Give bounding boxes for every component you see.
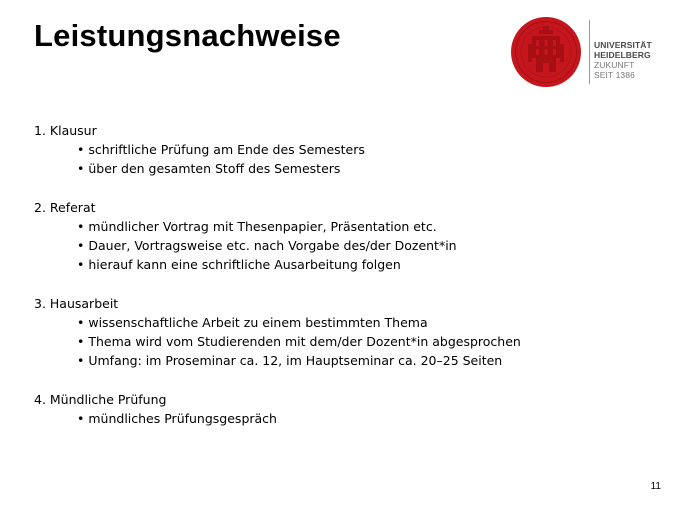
slide-title: Leistungsnachweise xyxy=(34,18,341,53)
slide-content xyxy=(34,121,654,447)
section-heading: 4. Mündliche Prüfung xyxy=(34,391,167,407)
bullet-item: • hierauf kann eine schriftliche Ausarbeitung folgen xyxy=(77,255,654,274)
bullet-item: • wissenschaftliche Arbeit zu einem bestimmten Thema xyxy=(77,313,654,332)
logo-text xyxy=(594,40,652,80)
section-heading: 2. Referat xyxy=(34,199,96,215)
section-klausur xyxy=(34,121,654,179)
section-muendliche-pruefung xyxy=(34,390,654,428)
bullet-list xyxy=(34,313,654,371)
bullet-item: • über den gesamten Stoff des Semesters xyxy=(77,159,654,178)
section-hausarbeit xyxy=(34,294,654,371)
logo-divider xyxy=(589,20,590,84)
bullet-item: • mündliches Prüfungsgespräch xyxy=(77,409,654,428)
section-heading: 3. Hausarbeit xyxy=(34,295,119,311)
page-number: 11 xyxy=(650,481,661,492)
bullet-item: • Dauer, Vortragsweise etc. nach Vorgabe des/der Dozent*in xyxy=(77,236,654,255)
logo-name-line2: HEIDELBERG xyxy=(594,50,651,60)
logo-name-line1: UNIVERSITÄT xyxy=(594,40,652,50)
bullet-list xyxy=(34,140,654,178)
bullet-list xyxy=(34,217,654,275)
logo-claim-line2: SEIT 1386 xyxy=(594,70,635,80)
university-logo xyxy=(510,16,660,88)
bullet-item: • schriftliche Prüfung am Ende des Semesters xyxy=(77,140,654,159)
bullet-item: • Umfang: im Proseminar ca. 12, im Hauptseminar ca. 20–25 Seiten xyxy=(77,351,654,370)
bullet-list xyxy=(34,409,654,428)
section-referat xyxy=(34,198,654,275)
section-heading: 1. Klausur xyxy=(34,123,97,138)
bullet-item: • mündlicher Vortrag mit Thesenpapier, Präsentation etc. xyxy=(77,217,654,236)
bullet-item: • Thema wird vom Studierenden mit dem/der Dozent*in abgesprochen xyxy=(77,332,654,351)
university-seal-icon xyxy=(510,16,582,88)
logo-claim-line1: ZUKUNFT xyxy=(594,60,635,70)
